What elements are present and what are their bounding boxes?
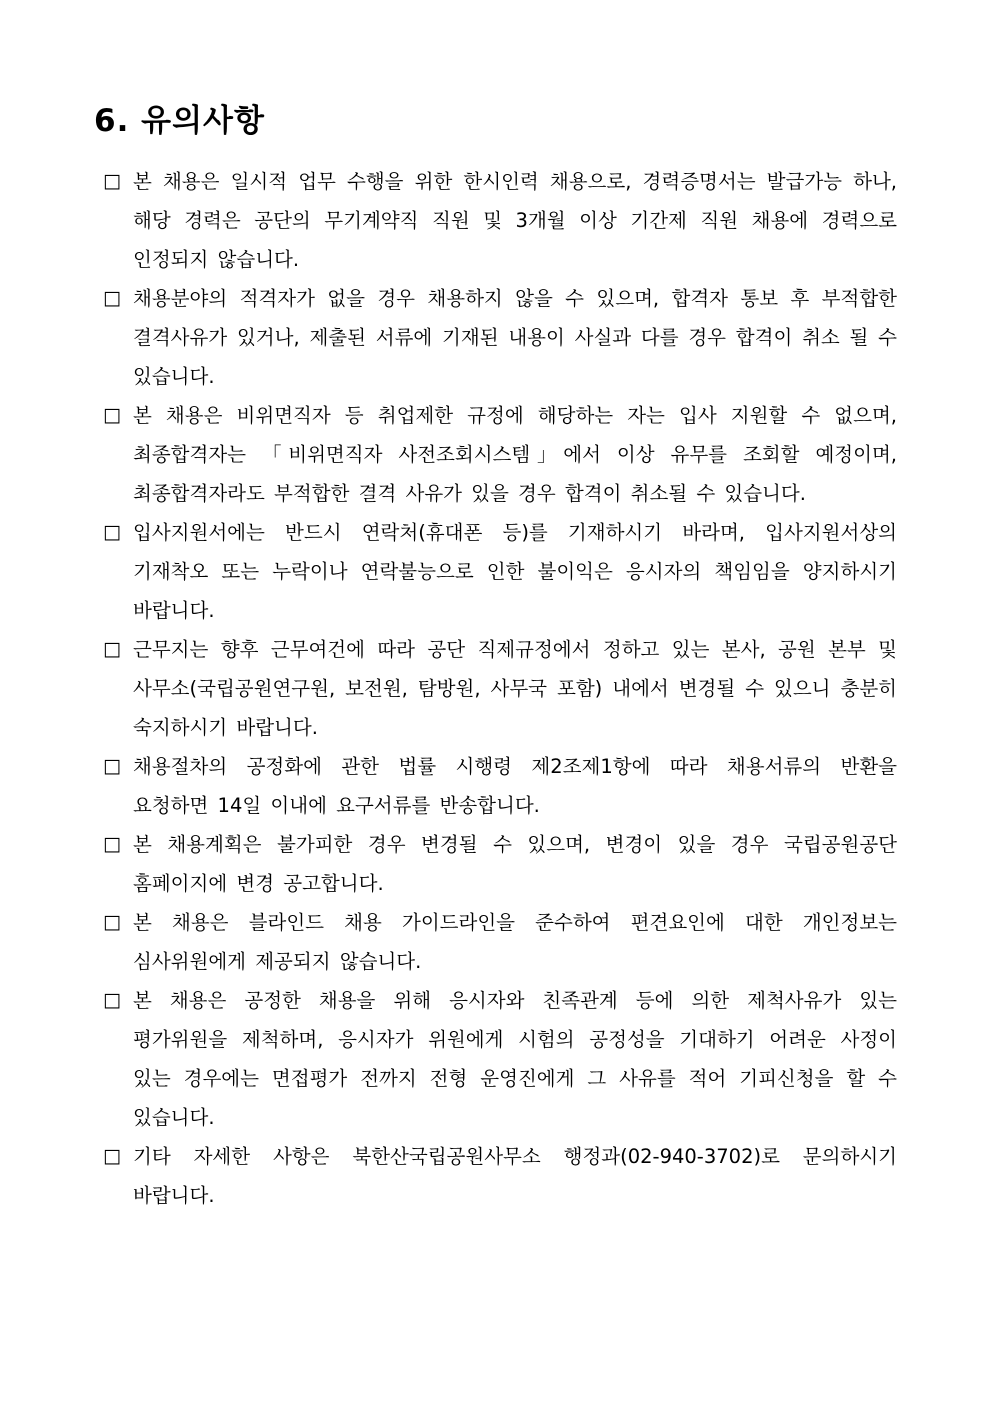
checkbox-bullet-icon: □	[103, 832, 121, 855]
notice-text: 채용분야의 적격자가 없을 경우 채용하지 않을 수 있으며, 합격자 통보 후 부적합한 결격사유가 있거나, 제출된 서류에 기재된 내용이 사실과 다를 경우 합격이 취소 될 수 있습니다.	[133, 286, 897, 388]
notice-item	[94, 396, 897, 513]
notice-item	[94, 825, 897, 903]
checkbox-bullet-icon: □	[103, 910, 121, 933]
checkbox-bullet-icon: □	[103, 988, 121, 1011]
notice-item	[94, 903, 897, 981]
checkbox-bullet-icon: □	[103, 637, 121, 660]
notice-text: 본 채용은 블라인드 채용 가이드라인을 준수하여 편견요인에 대한 개인정보는 심사위원에게 제공되지 않습니다.	[133, 910, 897, 973]
checkbox-bullet-icon: □	[103, 403, 121, 426]
checkbox-bullet-icon: □	[103, 754, 121, 777]
notice-item	[94, 630, 897, 747]
checkbox-bullet-icon: □	[103, 169, 121, 192]
notice-item	[94, 747, 897, 825]
notice-item	[94, 279, 897, 396]
notice-item	[94, 981, 897, 1137]
notice-text: 근무지는 향후 근무여건에 따라 공단 직제규정에서 정하고 있는 본사, 공원 본부 및 사무소(국립공원연구원, 보전원, 탐방원, 사무국 포함) 내에서 변경될 수 있으니 충분히 숙지하시기 바랍니다.	[133, 637, 897, 739]
notice-text: 본 채용계획은 불가피한 경우 변경될 수 있으며, 변경이 있을 경우 국립공원공단 홈페이지에 변경 공고합니다.	[133, 832, 897, 895]
notice-text: 본 채용은 비위면직자 등 취업제한 규정에 해당하는 자는 입사 지원할 수 없으며, 최종합격자는 「비위면직자 사전조회시스템」에서 이상 유무를 조회할 예정이며, 최종합격자라도 부적합한 결격 사유가 있을 경우 합격이 취소될 수 있습니다.	[133, 403, 897, 505]
notice-item	[94, 513, 897, 630]
notice-text: 본 채용은 공정한 채용을 위해 응시자와 친족관계 등에 의한 제척사유가 있는 평가위원을 제척하며, 응시자가 위원에게 시험의 공정성을 기대하기 어려운 사정이 있는 경우에는 면접평가 전까지 전형 운영진에게 그 사유를 적어 기피신청을 할 수 있습니다.	[133, 988, 897, 1129]
notice-text: 본 채용은 일시적 업무 수행을 위한 한시인력 채용으로, 경력증명서는 발급가능 하나, 해당 경력은 공단의 무기계약직 직원 및 3개월 이상 기간제 직원 채용에 경력으로 인정되지 않습니다.	[133, 169, 897, 271]
notice-list	[94, 162, 897, 1215]
checkbox-bullet-icon: □	[103, 520, 121, 543]
notice-item	[94, 162, 897, 279]
notice-item	[94, 1137, 897, 1215]
notice-text: 기타 자세한 사항은 북한산국립공원사무소 행정과(02-940-3702)로 문의하시기 바랍니다.	[133, 1144, 897, 1207]
notice-text: 채용절차의 공정화에 관한 법률 시행령 제2조제1항에 따라 채용서류의 반환을 요청하면 14일 이내에 요구서류를 반송합니다.	[133, 754, 897, 817]
notice-text: 입사지원서에는 반드시 연락처(휴대폰 등)를 기재하시기 바라며, 입사지원서상의 기재착오 또는 누락이나 연락불능으로 인한 불이익은 응시자의 책임임을 양지하시기 바랍니다.	[133, 520, 897, 622]
section-title: 6. 유의사항	[94, 103, 265, 139]
checkbox-bullet-icon: □	[103, 286, 121, 309]
checkbox-bullet-icon: □	[103, 1144, 121, 1167]
